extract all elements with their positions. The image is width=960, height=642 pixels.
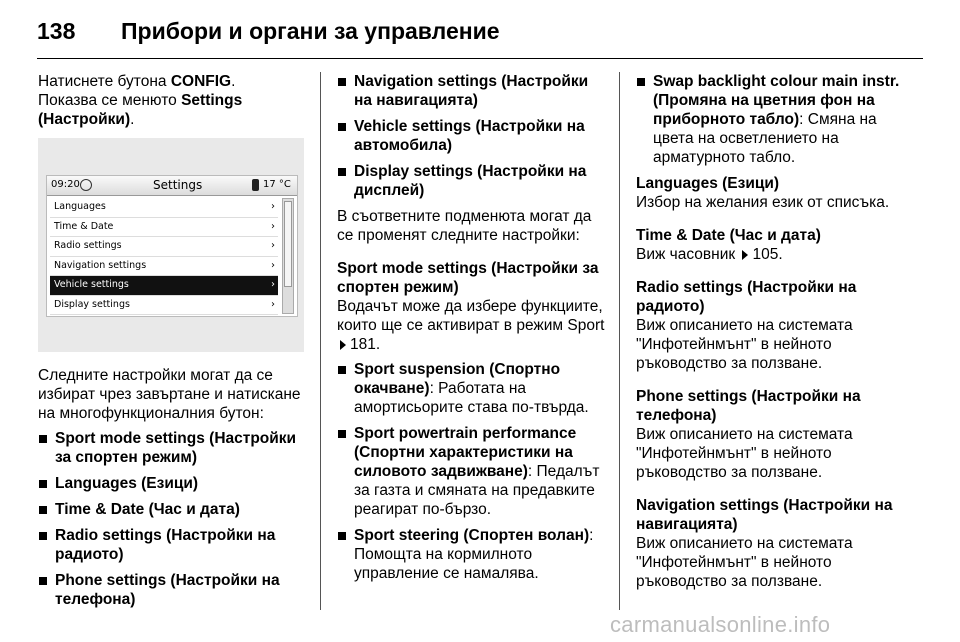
section-heading: Radio settings (Настройки на радиото) <box>636 279 857 315</box>
section-text-body: Виж описанието на системата "Инфотейнмънт" в нейното ръководство за ползване. <box>636 317 853 372</box>
screen-menu-list <box>50 198 278 315</box>
settings-section <box>636 387 911 482</box>
option-description: : Помощта на кормилното управление се намалява. <box>354 527 594 582</box>
chevron-right-icon: › <box>271 220 275 232</box>
chevron-right-icon: › <box>271 240 275 251</box>
page-title: Прибори и органи за управление <box>121 18 500 44</box>
watermark: carmanualsonline.info <box>610 612 831 637</box>
paragraph-selectable: Следните настройки могат да се избират чрез завъртане и натискане на многофункционалния бутон: <box>38 367 301 422</box>
page-ref-arrow-icon <box>742 250 748 260</box>
section-text-body: Виж описанието на системата "Инфотейнмънт" в нейното ръководство за ползване. <box>636 535 853 590</box>
screen-time: 09:20 <box>51 179 80 190</box>
paragraph-settings-menu: Показва се менюто Settings (Настройки). <box>38 92 243 128</box>
page-ref: 105. <box>752 246 783 263</box>
section-text <box>636 425 911 482</box>
bullet-label: Phone settings (Настройки на телефона) <box>55 572 280 608</box>
list-item <box>38 571 306 609</box>
chevron-right-icon: › <box>271 201 275 212</box>
list-item <box>38 526 306 564</box>
column-2 <box>337 72 609 590</box>
settings-sections <box>636 174 911 591</box>
list-item: Swap backlight colour main instr. (Промяна на цветния фон на приборното табло): Смяна на цвета на осветлението на арматурното табло. <box>636 72 911 167</box>
scrollbar-thumb <box>284 201 292 287</box>
page-number: 138 <box>37 18 76 44</box>
screen-menu-item <box>50 198 278 218</box>
list-item <box>38 500 306 519</box>
screen-temperature: 17 °C <box>263 179 291 190</box>
display-screen <box>46 175 298 317</box>
paragraph-sport-mode: Водачът може да избере функциите, които ще се активират в режим Sport 181. <box>337 298 605 353</box>
section-text <box>636 316 911 373</box>
settings-section <box>636 278 911 373</box>
bullet-label: Languages (Езици) <box>55 475 199 492</box>
list-item <box>337 360 609 417</box>
bullet-label: Vehicle settings (Настройки на автомобила) <box>354 118 585 154</box>
column-divider-1 <box>320 72 321 610</box>
screen-menu-item-label: Languages <box>54 201 106 212</box>
option-name: Sport powertrain performance (Спортни характеристики на силовото задвижване) <box>354 425 577 480</box>
bullet-label: Sport mode settings (Настройки за спортен режим) <box>55 430 297 466</box>
settings-bullet-list <box>38 429 306 609</box>
section-text-body: Виж описанието на системата "Инфотейнмънт" в нейното ръководство за ползване. <box>636 426 853 481</box>
bullet-label: Radio settings (Настройки на радиото) <box>55 527 276 563</box>
section-text-body: Виж часовник <box>636 246 740 263</box>
thermometer-icon <box>252 179 259 191</box>
section-heading: Languages (Езици) <box>636 175 780 192</box>
option-name: Sport steering (Спортен волан) <box>354 527 590 544</box>
option-name: Sport suspension (Спортно окачване) <box>354 361 561 397</box>
column-1-lower <box>38 366 306 616</box>
heading-sport-mode: Sport mode settings (Настройки за спортен режим) <box>337 260 599 296</box>
paragraph-submenus: В съответните подменюта могат да се променят следните настройки: <box>337 208 592 244</box>
screen-scrollbar <box>282 198 294 314</box>
section-text <box>636 534 911 591</box>
backlight-bullet-list <box>636 72 911 167</box>
option-description: : Педалът за газта и смяната на предавките реагират по-бързо. <box>354 463 600 518</box>
screen-menu-item-label: Vehicle settings <box>54 279 129 290</box>
bullet-label: Time & Date (Час и дата) <box>55 501 240 518</box>
settings-screen-image <box>38 138 304 352</box>
settings-menu-label: Settings (Настройки) <box>38 92 243 128</box>
settings-section <box>636 226 911 264</box>
screen-menu-item <box>50 276 278 296</box>
screen-menu-item <box>50 257 278 277</box>
sport-mode-options-list <box>337 360 609 583</box>
list-item <box>337 72 609 110</box>
section-heading: Time & Date (Час и дата) <box>636 227 821 244</box>
chevron-right-icon: › <box>271 279 275 290</box>
screen-menu-item <box>50 218 278 238</box>
settings-bullet-list-continued <box>337 72 609 200</box>
column-1 <box>38 72 306 129</box>
paragraph-config: Натиснете бутона CONFIG. <box>38 73 236 90</box>
list-item <box>337 117 609 155</box>
section-text-body: Избор на желания език от списъка. <box>636 194 890 211</box>
list-item <box>337 424 609 519</box>
section-text <box>636 245 911 264</box>
list-item <box>337 526 609 583</box>
screen-status-bar <box>47 176 297 196</box>
section-heading: Navigation settings (Настройки на навигацията) <box>636 497 893 533</box>
screen-menu-item-label: Radio settings <box>54 240 122 251</box>
bullet-label: Navigation settings (Настройки на навигацията) <box>354 73 589 109</box>
list-item <box>337 162 609 200</box>
clock-icon <box>80 179 92 191</box>
screen-menu-item-label: Navigation settings <box>54 259 147 271</box>
settings-section <box>636 174 911 212</box>
screen-title: Settings <box>153 178 203 192</box>
config-button-label: CONFIG <box>170 73 232 90</box>
bullet-label: Display settings (Настройки на дисплей) <box>354 163 587 199</box>
header-divider <box>37 58 923 59</box>
section-heading: Phone settings (Настройки на телефона) <box>636 388 861 424</box>
list-item <box>38 429 306 467</box>
page-ref-arrow-icon <box>340 340 346 350</box>
page-header <box>37 14 923 54</box>
list-item <box>38 474 306 493</box>
chevron-right-icon: › <box>271 259 275 271</box>
screen-menu-item-label: Display settings <box>54 298 130 310</box>
screen-menu-item <box>50 237 278 257</box>
screen-menu-item-label: Time & Date <box>54 220 114 232</box>
chevron-right-icon: › <box>271 298 275 310</box>
section-text <box>636 193 911 212</box>
option-description: : Работата на амортисьорите става по-твърда. <box>354 380 589 416</box>
column-divider-2 <box>619 72 620 610</box>
column-3 <box>636 72 911 605</box>
screen-menu-item <box>50 296 278 316</box>
settings-section <box>636 496 911 591</box>
